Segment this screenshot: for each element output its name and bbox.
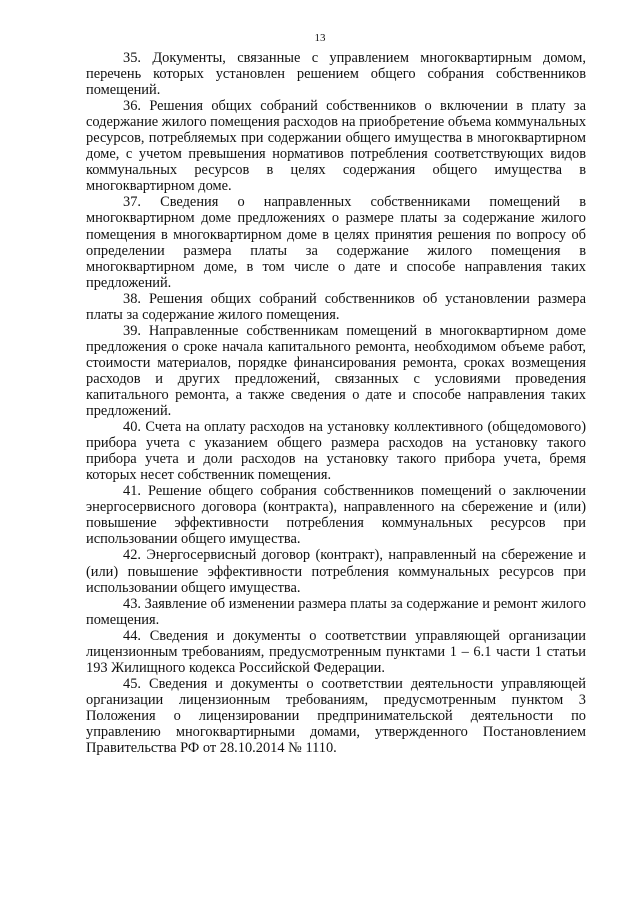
paragraph-43: 43. Заявление об изменении размера платы за содержание и ремонт жилого помещения.: [86, 595, 586, 628]
paragraph-38: 38. Решения общих собраний собственников об установлении размера платы за содержание жилого помещения.: [86, 290, 586, 323]
paragraph-35: 35. Документы, связанные с управлением многоквартирным домом, перечень которых установлен решением общего собрания собственников помещений.: [86, 50, 586, 99]
paragraph-37: 37. Сведения о направленных собственниками помещений в многоквартирном доме предложениях о размере платы за содержание жилого помещения в многоквартирном доме в целях принятия решения по вопросу об определении размера платы за содержание жилого помещения в многоквартирном доме, в том числе о дате и способе направления таких предложений.: [86, 194, 586, 291]
paragraph-44: 44. Сведения и документы о соответствии управляющей организации лицензионным требованиям, предусмотренным пунктами 1 – 6.1 части 1 статьи 193 Жилищного кодекса Российской Федерации.: [86, 627, 586, 676]
paragraph-42: 42. Энергосервисный договор (контракт), направленный на сбережение и (или) повышение эффективности потребления коммунальных ресурсов при использовании общего имущества.: [86, 547, 586, 596]
paragraph-41: 41. Решение общего собрания собственников помещений о заключении энергосервисного договора (контракта), направленного на сбережение и (или) повышение эффективности потребления коммунальных ресурсов при использовании общего имущества.: [86, 483, 586, 548]
paragraph-39: 39. Направленные собственникам помещений в многоквартирном доме предложения о сроке начала капитального ремонта, необходимом объеме работ, стоимости материалов, порядке финансирования ремонта, сроках возмещения расходов и других предложений, связанных с условиями проведения капитального ремонта, а также сведения о дате и способе направления таких предложений.: [86, 322, 586, 420]
paragraph-40: 40. Счета на оплату расходов на установку коллективного (общедомового) прибора учета с указанием общего размера расходов на установку такого прибора учета и доли расходов на установку такого прибора учета, бремя которых несет собственник помещения.: [86, 419, 586, 484]
document-body: [86, 50, 586, 756]
paragraph-36: 36. Решения общих собраний собственников о включении в плату за содержание жилого помещения расходов на приобретение объема коммунальных ресурсов, потребляемых при содержании общего имущества в многоквартирном доме, с учетом превышения нормативов потребления соответствующих видов коммунальных ресурсов в целях содержания общего имущества в многоквартирном доме.: [86, 98, 587, 195]
page-number: 13: [314, 32, 326, 44]
paragraph-45: 45. Сведения и документы о соответствии деятельности управляющей организации лицензионным требованиям, предусмотренным пунктом 3 Положения о лицензировании предпринимательской деятельности по управлению многоквартирными домами, утвержденного Постановлением Правительства РФ от 28.10.2014 № 1110.: [86, 675, 586, 757]
